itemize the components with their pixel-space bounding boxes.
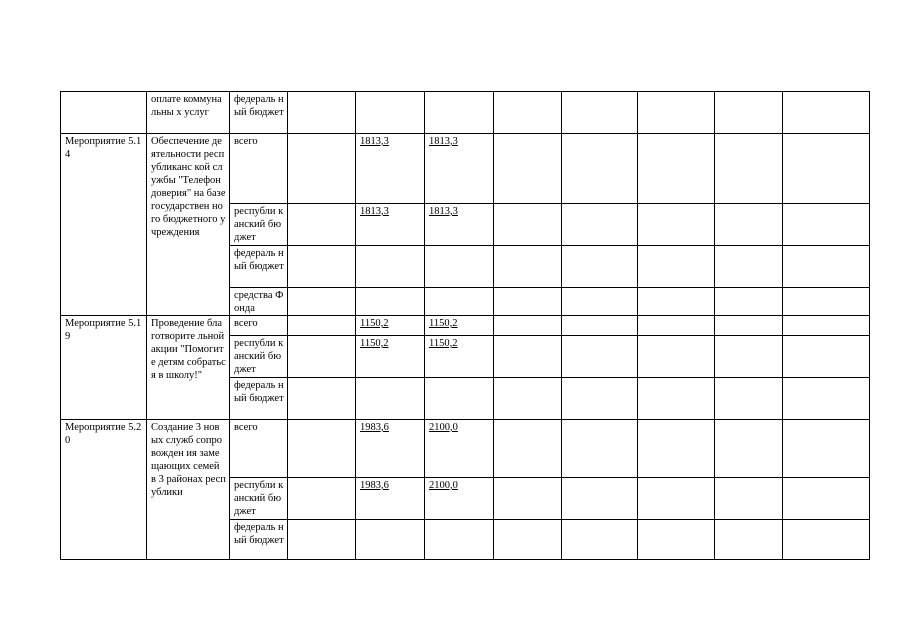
empty-cell xyxy=(562,92,638,134)
budget-table xyxy=(60,91,870,560)
value-cell xyxy=(356,288,425,316)
source-cell: федераль ный бюджет xyxy=(230,246,288,288)
source-cell: всего xyxy=(230,316,288,336)
empty-cell xyxy=(494,336,562,378)
value-2: 1150,2 xyxy=(429,338,458,349)
source-cell: республи канский бюджет xyxy=(230,478,288,520)
empty-cell xyxy=(494,478,562,520)
empty-cell xyxy=(638,134,715,204)
value-cell xyxy=(356,316,425,336)
table-row xyxy=(61,316,870,336)
empty-cell xyxy=(562,316,638,336)
table-row xyxy=(61,134,870,204)
value-1: 1983,6 xyxy=(360,480,389,491)
empty-cell xyxy=(715,336,783,378)
empty-cell xyxy=(638,378,715,420)
value-cell xyxy=(356,92,425,134)
empty-cell xyxy=(638,420,715,478)
source-cell: республи канский бюджет xyxy=(230,336,288,378)
empty-cell xyxy=(715,520,783,560)
value-cell xyxy=(356,134,425,204)
table-row xyxy=(61,420,870,478)
source-cell: средства Фонда xyxy=(230,288,288,316)
value-cell xyxy=(425,288,494,316)
source-cell: федераль ный бюджет xyxy=(230,520,288,560)
empty-cell xyxy=(638,478,715,520)
value-2: 2100,0 xyxy=(429,480,458,491)
empty-cell xyxy=(562,288,638,316)
empty-cell xyxy=(783,420,870,478)
empty-cell xyxy=(288,520,356,560)
empty-cell xyxy=(288,378,356,420)
empty-cell xyxy=(494,204,562,246)
empty-cell xyxy=(288,420,356,478)
empty-cell xyxy=(715,92,783,134)
value-cell xyxy=(356,420,425,478)
measure-name-cell: оплате коммунальны х услуг xyxy=(147,92,230,134)
measure-cell xyxy=(61,92,147,134)
value-2: 2100,0 xyxy=(429,422,458,433)
value-cell xyxy=(356,204,425,246)
empty-cell xyxy=(715,420,783,478)
empty-cell xyxy=(715,378,783,420)
value-cell xyxy=(425,520,494,560)
value-1: 1150,2 xyxy=(360,318,389,329)
empty-cell xyxy=(715,246,783,288)
empty-cell xyxy=(288,478,356,520)
empty-cell xyxy=(783,478,870,520)
value-2: 1150,2 xyxy=(429,318,458,329)
empty-cell xyxy=(638,288,715,316)
empty-cell xyxy=(638,336,715,378)
value-cell xyxy=(425,378,494,420)
empty-cell xyxy=(288,316,356,336)
measure-cell: Мероприятие 5.19 xyxy=(61,316,147,420)
empty-cell xyxy=(715,316,783,336)
value-1: 1813,3 xyxy=(360,206,389,217)
value-cell xyxy=(425,134,494,204)
value-cell xyxy=(356,336,425,378)
empty-cell xyxy=(715,204,783,246)
empty-cell xyxy=(783,246,870,288)
empty-cell xyxy=(638,316,715,336)
empty-cell xyxy=(494,316,562,336)
empty-cell xyxy=(783,316,870,336)
empty-cell xyxy=(715,478,783,520)
empty-cell xyxy=(562,520,638,560)
empty-cell xyxy=(783,134,870,204)
empty-cell xyxy=(494,92,562,134)
source-cell: федераль ный бюджет xyxy=(230,378,288,420)
value-2: 1813,3 xyxy=(429,206,458,217)
empty-cell xyxy=(715,134,783,204)
empty-cell xyxy=(562,478,638,520)
source-cell: всего xyxy=(230,134,288,204)
empty-cell xyxy=(562,134,638,204)
value-cell xyxy=(356,478,425,520)
empty-cell xyxy=(638,204,715,246)
value-cell xyxy=(425,246,494,288)
empty-cell xyxy=(638,520,715,560)
value-1: 1150,2 xyxy=(360,338,389,349)
value-cell xyxy=(356,246,425,288)
value-1: 1813,3 xyxy=(360,136,389,147)
empty-cell xyxy=(288,92,356,134)
value-cell xyxy=(356,520,425,560)
value-cell xyxy=(425,478,494,520)
value-cell xyxy=(425,92,494,134)
empty-cell xyxy=(288,288,356,316)
value-2: 1813,3 xyxy=(429,136,458,147)
empty-cell xyxy=(638,246,715,288)
measure-cell: Мероприятие 5.14 xyxy=(61,134,147,316)
table-row xyxy=(61,92,870,134)
value-cell xyxy=(425,204,494,246)
empty-cell xyxy=(288,246,356,288)
empty-cell xyxy=(494,134,562,204)
empty-cell xyxy=(638,92,715,134)
empty-cell xyxy=(562,420,638,478)
empty-cell xyxy=(288,336,356,378)
value-cell xyxy=(425,316,494,336)
source-cell: республи канский бюджет xyxy=(230,204,288,246)
empty-cell xyxy=(494,246,562,288)
empty-cell xyxy=(562,378,638,420)
measure-cell: Мероприятие 5.20 xyxy=(61,420,147,560)
source-cell: всего xyxy=(230,420,288,478)
value-1: 1983,6 xyxy=(360,422,389,433)
measure-name-cell: Обеспечение деятельности республиканс кой службы "Телефон доверия" на базе государствен ного бюджетного учреждения xyxy=(147,134,230,316)
empty-cell xyxy=(783,288,870,316)
value-cell xyxy=(425,336,494,378)
empty-cell xyxy=(562,204,638,246)
empty-cell xyxy=(562,246,638,288)
empty-cell xyxy=(783,520,870,560)
value-cell xyxy=(356,378,425,420)
empty-cell xyxy=(562,336,638,378)
measure-name-cell: Проведение благотворите льной акции "Помогите детям собраться в школу!" xyxy=(147,316,230,420)
empty-cell xyxy=(494,520,562,560)
empty-cell xyxy=(288,204,356,246)
empty-cell xyxy=(494,288,562,316)
empty-cell xyxy=(288,134,356,204)
empty-cell xyxy=(494,420,562,478)
empty-cell xyxy=(783,92,870,134)
measure-name-cell: Создание 3 новых служб сопровожден ия замещающих семей в 3 районах республики xyxy=(147,420,230,560)
empty-cell xyxy=(494,378,562,420)
empty-cell xyxy=(783,378,870,420)
value-cell xyxy=(425,420,494,478)
empty-cell xyxy=(715,288,783,316)
empty-cell xyxy=(783,204,870,246)
source-cell: федераль ный бюджет xyxy=(230,92,288,134)
empty-cell xyxy=(783,336,870,378)
